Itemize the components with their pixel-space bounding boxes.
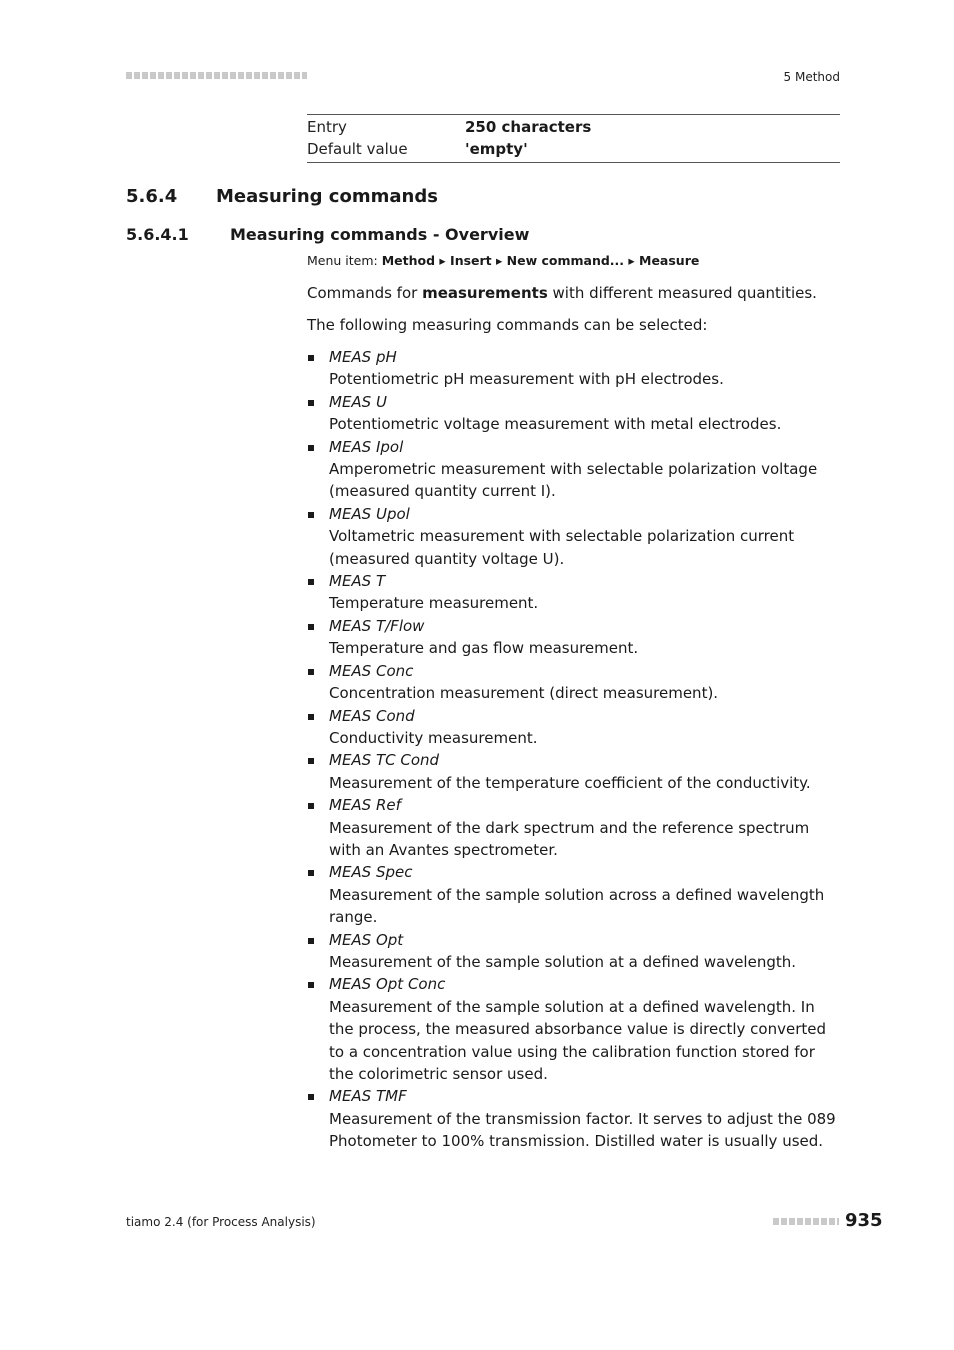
command-description: Temperature and gas flow measurement. bbox=[329, 639, 639, 658]
header-chapter: 5 Method bbox=[783, 70, 840, 84]
bullet-icon bbox=[308, 400, 314, 406]
command-description: Measurement of the sample solution across a defined wavelength range. bbox=[329, 885, 825, 927]
list-item bbox=[307, 346, 842, 391]
menu-prefix: Menu item: bbox=[307, 253, 378, 268]
list-item bbox=[307, 794, 842, 861]
bullet-icon bbox=[308, 512, 314, 518]
command-name: MEAS Upol bbox=[329, 504, 410, 523]
command-name: MEAS Spec bbox=[329, 863, 413, 882]
command-description: Potentiometric pH measurement with pH electrodes. bbox=[329, 370, 724, 389]
bullet-icon bbox=[308, 624, 314, 630]
section-heading bbox=[126, 186, 438, 207]
content-body bbox=[307, 250, 842, 1153]
command-name: MEAS Conc bbox=[329, 661, 414, 680]
parameter-value: 'empty' bbox=[465, 140, 528, 158]
command-description: Conductivity measurement. bbox=[329, 728, 538, 747]
intro-before: Commands for bbox=[307, 284, 423, 302]
subsection-title: Measuring commands - Overview bbox=[230, 225, 530, 244]
bullet-icon bbox=[308, 982, 314, 988]
intro-after: with different measured quantities. bbox=[547, 284, 817, 302]
list-item bbox=[307, 1085, 842, 1152]
command-name: MEAS TC Cond bbox=[329, 751, 440, 770]
footer-decoration bbox=[773, 1218, 839, 1225]
command-name: MEAS U bbox=[329, 392, 387, 411]
menu-path: Method ▸ Insert ▸ New command... ▸ Measure bbox=[381, 253, 700, 268]
subsection-number: 5.6.4.1 bbox=[126, 225, 189, 244]
menu-item-line bbox=[307, 250, 842, 272]
subsection-heading bbox=[126, 225, 529, 244]
list-item bbox=[307, 660, 842, 705]
command-name: MEAS Ref bbox=[329, 796, 401, 815]
bullet-icon bbox=[308, 803, 314, 809]
command-name: MEAS TMF bbox=[329, 1087, 407, 1106]
command-description: Measurement of the temperature coefficient of the conductivity. bbox=[329, 773, 811, 792]
command-name: MEAS pH bbox=[329, 348, 397, 366]
bullet-icon bbox=[308, 870, 314, 876]
list-item bbox=[307, 861, 842, 928]
parameter-value: 250 characters bbox=[465, 118, 592, 136]
command-description: Measurement of the dark spectrum and the reference spectrum with an Avantes spectrometer. bbox=[329, 818, 810, 859]
list-item bbox=[307, 436, 842, 503]
footer-product: tiamo 2.4 (for Process Analysis) bbox=[126, 1215, 316, 1229]
command-description: Measurement of the transmission factor. It serves to adjust the 089 Photometer to 100% transmission. Distilled water is usually used. bbox=[329, 1109, 836, 1151]
parameter-table bbox=[307, 114, 840, 163]
bullet-icon bbox=[308, 714, 314, 720]
command-description: Measurement of the sample solution at a defined wavelength. bbox=[329, 952, 796, 971]
list-item bbox=[307, 615, 842, 660]
command-description: Voltametric measurement with selectable polarization current (measured quantity voltage U). bbox=[329, 527, 795, 568]
command-description: Temperature measurement. bbox=[329, 594, 539, 613]
section-title: Measuring commands bbox=[216, 186, 438, 207]
command-description: Amperometric measurement with selectable polarization voltage (measured quantity current I). bbox=[329, 460, 818, 501]
bullet-icon bbox=[308, 1094, 314, 1100]
command-list bbox=[307, 346, 842, 1153]
command-name: MEAS T/Flow bbox=[329, 616, 425, 635]
intro-paragraph bbox=[307, 282, 842, 304]
list-item bbox=[307, 973, 842, 1085]
intro-bold: measurements bbox=[422, 284, 548, 302]
command-description: Potentiometric voltage measurement with metal electrodes. bbox=[329, 415, 782, 434]
command-name: MEAS Opt Conc bbox=[329, 975, 446, 994]
list-item bbox=[307, 503, 842, 570]
bullet-icon bbox=[308, 758, 314, 764]
bullet-icon bbox=[308, 938, 314, 944]
parameter-key: Entry bbox=[307, 118, 347, 136]
command-name: MEAS Ipol bbox=[329, 437, 404, 456]
list-item bbox=[307, 749, 842, 794]
command-description: Concentration measurement (direct measurement). bbox=[329, 684, 719, 703]
section-number: 5.6.4 bbox=[126, 186, 178, 207]
list-item bbox=[307, 391, 842, 436]
lead-paragraph: The following measuring commands can be selected: bbox=[307, 316, 708, 334]
bullet-icon bbox=[308, 445, 314, 451]
command-name: MEAS Cond bbox=[329, 706, 415, 725]
page-number: 935 bbox=[845, 1210, 883, 1231]
command-name: MEAS T bbox=[329, 572, 386, 591]
list-item bbox=[307, 929, 842, 974]
bullet-icon bbox=[308, 579, 314, 585]
parameter-row-entry bbox=[307, 116, 840, 138]
parameter-row-default bbox=[307, 138, 840, 160]
bullet-icon bbox=[308, 355, 314, 361]
command-name: MEAS Opt bbox=[329, 930, 404, 949]
bullet-icon bbox=[308, 669, 314, 675]
list-item bbox=[307, 705, 842, 750]
parameter-key: Default value bbox=[307, 140, 408, 158]
header-decoration bbox=[126, 72, 307, 79]
list-item bbox=[307, 570, 842, 615]
command-description: Measurement of the sample solution at a defined wavelength. In the process, the measured absorbance value is directly converted to a concentration value using the calibration function stored for the colorimetric sensor used. bbox=[329, 997, 827, 1083]
